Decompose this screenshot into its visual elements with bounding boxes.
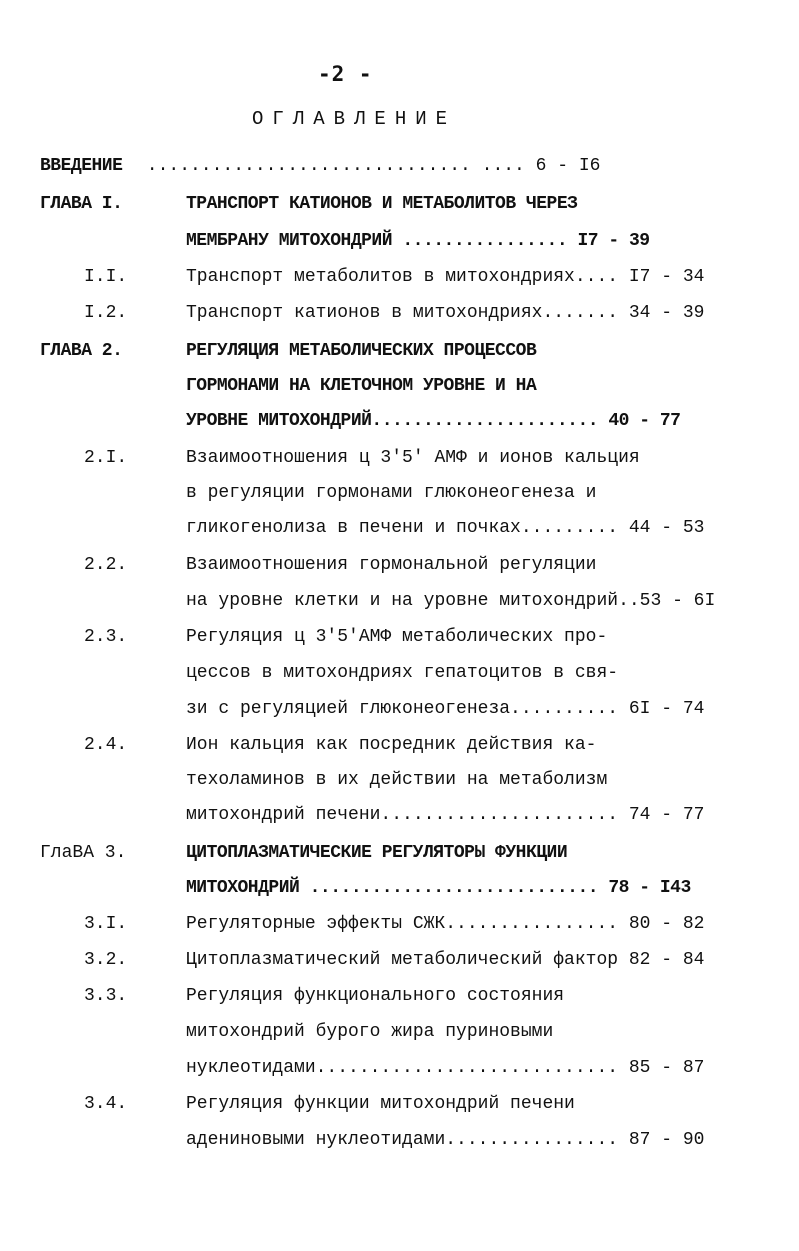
toc-text: митохондрий печени...................... 74 - 77: [186, 805, 705, 825]
toc-label: 2.I.: [84, 448, 128, 468]
toc-label: ГлаВА 3.: [40, 843, 127, 863]
toc-label: 3.I.: [84, 914, 128, 934]
toc-text: гликогенолиза в печени и почках......... 44 - 53: [186, 518, 705, 538]
toc-label: 2.3.: [84, 627, 128, 647]
toc-label: ГЛАВА I.: [40, 194, 123, 214]
toc-text: МИТОХОНДРИЙ ............................ 78 - I43: [186, 878, 691, 898]
toc-text: ТРАНСПОРТ КАТИОНОВ И МЕТАБОЛИТОВ ЧЕРЕЗ: [186, 194, 578, 214]
toc-label: 2.2.: [84, 555, 128, 575]
toc-text: .............................. .... 6 - I6: [136, 156, 601, 176]
toc-text: РЕГУЛЯЦИЯ МЕТАБОЛИЧЕСКИХ ПРОЦЕССОВ: [186, 341, 537, 361]
toc-text: адениновыми нуклеотидами................ 87 - 90: [186, 1130, 705, 1150]
toc-text: Цитоплазматический метаболический фактор 82 - 84: [186, 950, 705, 970]
toc-text: Регуляция ц 3'5'АМФ метаболических про-: [186, 627, 608, 647]
toc-text: Регуляция функции митохондрий печени: [186, 1094, 575, 1114]
toc-label: ГЛАВА 2.: [40, 341, 123, 361]
toc-label: 3.2.: [84, 950, 128, 970]
toc-text: Взаимоотношения ц 3'5' АМФ и ионов кальция: [186, 448, 640, 468]
toc-heading: ОГЛАВЛЕНИЕ: [252, 108, 457, 130]
toc-label: I.I.: [84, 267, 128, 287]
toc-text: Транспорт катионов в митохондриях....... 34 - 39: [186, 303, 705, 323]
toc-text: Регуляция функционального состояния: [186, 986, 565, 1006]
toc-text: Регуляторные эффекты СЖК................ 80 - 82: [186, 914, 705, 934]
toc-text: техоламинов в их действии на метаболизм: [186, 770, 608, 790]
toc-label: 3.4.: [84, 1094, 128, 1114]
toc-text: ЦИТОПЛАЗМАТИЧЕСКИЕ РЕГУЛЯТОРЫ ФУНКЦИИ: [186, 843, 568, 863]
toc-text: МЕМБРАНУ МИТОХОНДРИЙ ................ I7 - 39: [186, 231, 650, 251]
toc-text: Ион кальция как посредник действия ка-: [186, 735, 597, 755]
toc-text: на уровне клетки и на уровне митохондрий..53 - 6I: [186, 591, 716, 611]
page-number: -2 -: [318, 62, 373, 86]
toc-text: в регуляции гормонами глюконеогенеза и: [186, 483, 597, 503]
toc-text: цессов в митохондриях гепатоцитов в свя-: [186, 663, 619, 683]
toc-text: Взаимоотношения гормональной регуляции: [186, 555, 597, 575]
toc-label: ВВЕДЕНИЕ: [40, 156, 123, 176]
toc-text: Транспорт метаболитов в митохондриях.... I7 - 34: [186, 267, 705, 287]
toc-text: нуклеотидами............................ 85 - 87: [186, 1058, 705, 1078]
toc-label: 2.4.: [84, 735, 128, 755]
toc-text: зи с регуляцией глюконеогенеза.......... 6I - 74: [186, 699, 705, 719]
toc-text: УРОВНЕ МИТОХОНДРИЙ...................... 40 - 77: [186, 411, 681, 431]
toc-text: ГОРМОНАМИ НА КЛЕТОЧНОМ УРОВНЕ И НА: [186, 376, 537, 396]
toc-text: митохондрий бурого жира пуриновыми: [186, 1022, 554, 1042]
toc-label: 3.3.: [84, 986, 128, 1006]
toc-label: I.2.: [84, 303, 128, 323]
